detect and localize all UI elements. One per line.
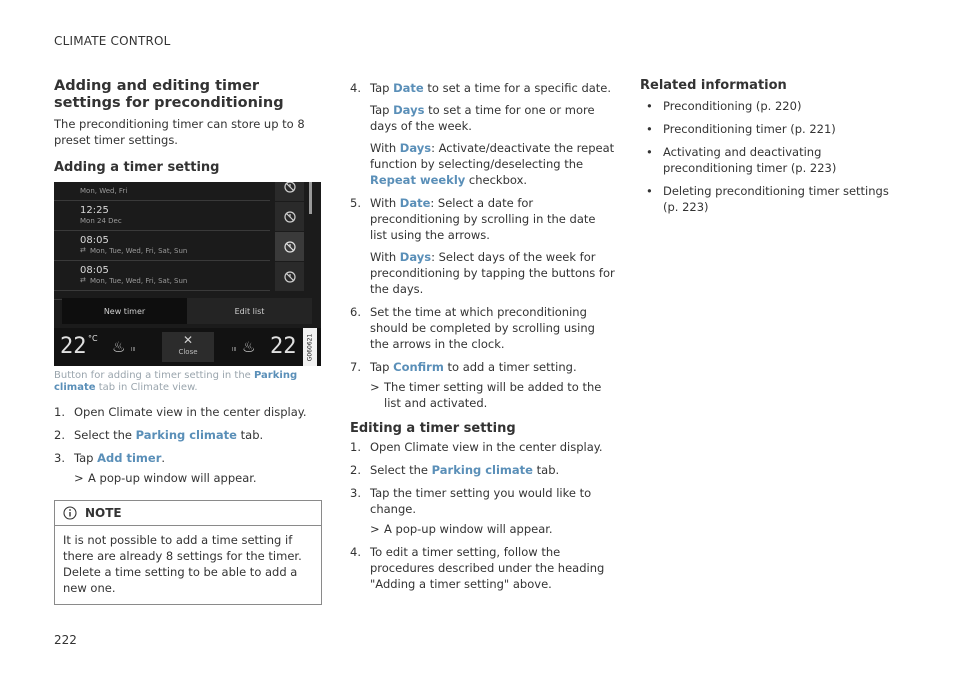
timer-row: Mon, Wed, Fri: [54, 182, 270, 201]
list-item: 3. Tap the timer setting you would like to change. > A pop-up window will appear.: [350, 485, 615, 537]
column-2: [350, 80, 615, 599]
timer-row: 08:05 Mon, Tue, Wed, Fri, Sat, Sun ⇄: [54, 262, 270, 291]
subheading-editing: Editing a timer setting: [350, 421, 516, 436]
note-box: [54, 500, 322, 605]
list-item: 1. Open Climate view in the center display.: [54, 405, 307, 419]
related-link[interactable]: • Activating and deactivating preconditioning timer (p. 223): [646, 145, 837, 175]
related-list: [640, 98, 902, 215]
info-icon: [63, 506, 77, 520]
column-3: [640, 78, 902, 222]
repeat-icon: ⇄: [80, 276, 86, 284]
fan-level-right: III: [232, 347, 237, 353]
list-item: 7. Tap Confirm to add a timer setting. > The timer setting will be added to the list and activated.: [350, 359, 615, 411]
timer-toggle-icon: [275, 262, 304, 291]
list-item: 3. Tap Add timer. > A pop-up window will appear.: [54, 450, 322, 486]
subheading-adding: Adding a timer setting: [54, 160, 220, 175]
step-result: > A pop-up window will appear.: [74, 471, 257, 485]
repeat-icon: ⇄: [80, 246, 86, 254]
temp-unit: °C: [88, 334, 98, 343]
page-number: 222: [54, 633, 77, 647]
related-link[interactable]: • Preconditioning (p. 220): [646, 99, 802, 113]
list-item: 2. Select the Parking climate tab.: [350, 463, 560, 477]
temp-right: 22: [270, 334, 297, 359]
list-item: 2. Select the Parking climate tab.: [54, 428, 264, 442]
temp-left: 22: [60, 334, 87, 359]
adding-steps: [54, 404, 322, 486]
page-title: Adding and editing timer settings for preconditioning: [54, 78, 284, 111]
related-heading: Related information: [640, 78, 787, 93]
section-header: CLIMATE CONTROL: [54, 34, 171, 48]
timer-row: 08:05 Mon, Tue, Wed, Fri, Sat, Sun ⇄: [54, 232, 270, 261]
list-item: 4. To edit a timer setting, follow the procedures described under the heading "Adding a timer setting" above.: [350, 545, 605, 591]
note-text: It is not possible to add a time setting if there are already 8 settings for the timer. Delete a time setting to be able to add a new one.: [63, 533, 302, 595]
close-button: ✕ Close: [162, 332, 214, 362]
seat-heat-right-icon: ♨: [242, 338, 256, 356]
timer-row: 12:25 Mon 24 Dec: [54, 202, 270, 231]
column-1: [54, 78, 322, 605]
timer-toggle-icon: [275, 202, 304, 231]
list-item: 6. Set the time at which preconditioning should be completed by scrolling using the arrows in the clock.: [350, 305, 595, 351]
list-item: 5. With Date: Select a date for preconditioning by scrolling in the date list using the arrows. With Days: Select days of the week for preconditioning by tapping the buttons for the days.: [350, 196, 615, 296]
intro-text: The preconditioning timer can store up to 8 preset timer settings.: [54, 117, 305, 147]
new-timer-button: New timer: [62, 298, 187, 324]
step-result: > A pop-up window will appear.: [370, 522, 553, 536]
list-item: 1. Open Climate view in the center display.: [350, 440, 603, 454]
image-caption: Button for adding a timer setting in the Parking climate tab in Climate view.: [54, 370, 298, 393]
list-scrollbar: [309, 182, 312, 214]
close-icon: ✕: [182, 333, 194, 347]
adding-steps-continued: [350, 80, 615, 411]
note-header: [55, 501, 321, 526]
climate-screen-image: [54, 182, 321, 366]
timer-toggle-icon: [275, 232, 304, 261]
image-code-label: G060621: [303, 328, 317, 366]
note-label: NOTE: [85, 506, 122, 520]
step-result: > The timer setting will be added to the list and activated.: [370, 380, 602, 410]
fan-level-left: III: [131, 347, 136, 353]
related-link[interactable]: • Deleting preconditioning timer settings (p. 223): [646, 184, 889, 214]
editing-steps: [350, 439, 615, 592]
list-item: 4. Tap Date to set a time for a specific date. Tap Days to set a time for one or more days of the week. With Days: Activate/deactivate the repeat function by selecting/deselecting the Repeat weekly checkbox.: [350, 81, 615, 187]
seat-heat-left-icon: ♨: [112, 338, 126, 356]
timer-toggle-icon: [275, 182, 304, 201]
related-link[interactable]: • Preconditioning timer (p. 221): [646, 122, 836, 136]
edit-list-button: Edit list: [187, 298, 312, 324]
